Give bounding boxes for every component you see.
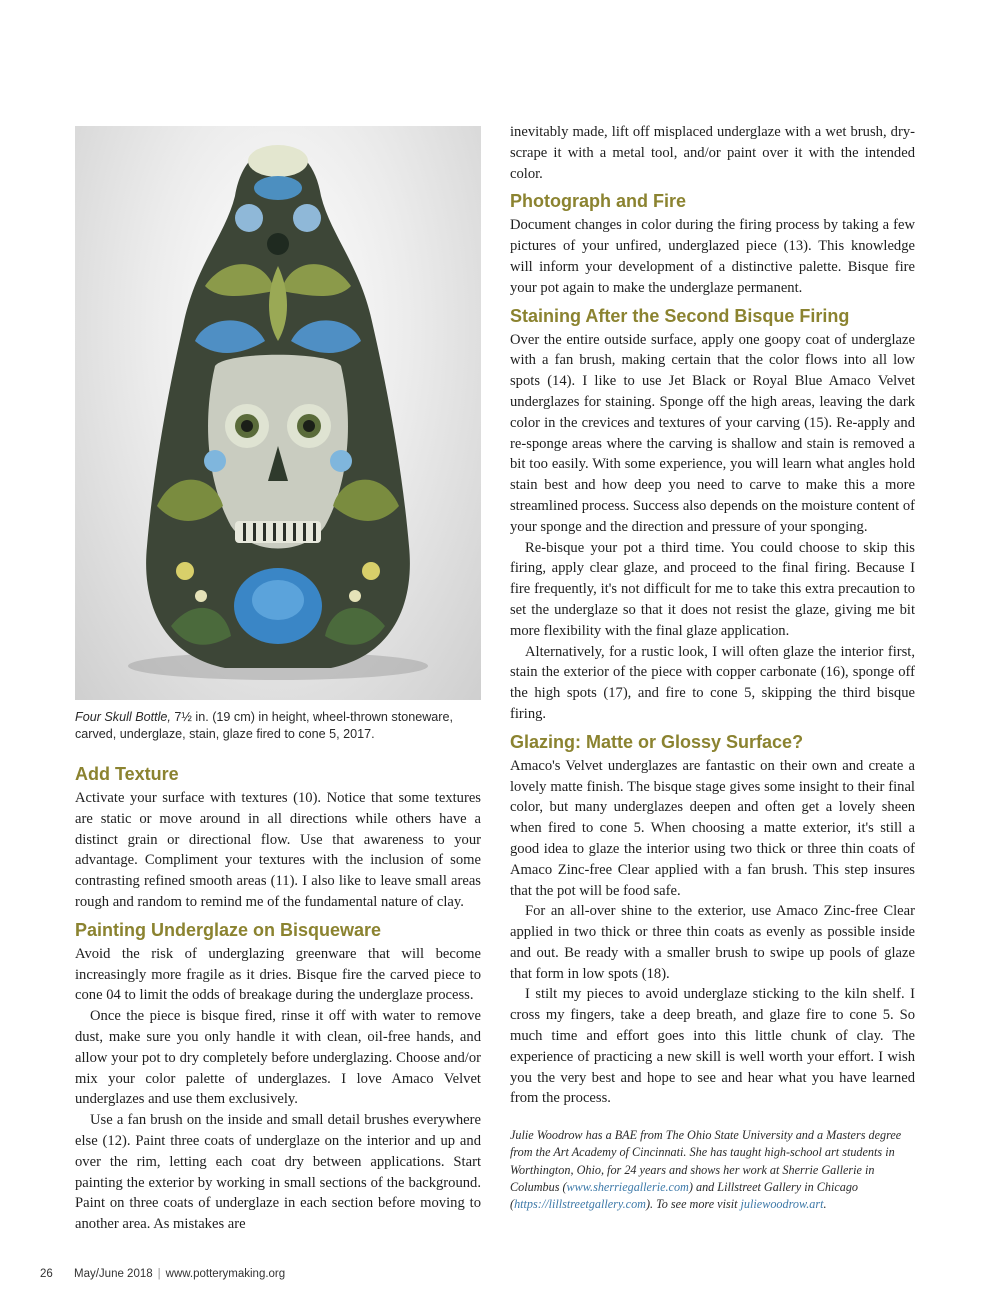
- bottle-photo: [75, 126, 481, 700]
- issue-date: May/June 2018: [74, 1268, 153, 1280]
- right-column: [510, 122, 915, 1213]
- heading-glazing: Glazing: Matte or Glossy Surface?: [510, 731, 804, 752]
- paragraph-glazing-3: I stilt my pieces to avoid underglaze sticking to the kiln shelf. I cross my fingers, take a deep breath, and glaze fire to cone 5. So much time and effort goes into this little chunk of clay. The experience of practicing a new skill is well worth your effort. I wish you the very best and hope to see and hear what you have learned from the process.: [510, 986, 915, 1107]
- page-footer: [40, 1268, 285, 1280]
- left-column: [75, 122, 481, 1235]
- footer-separator: |: [157, 1268, 161, 1280]
- paragraph-continued: inevitably made, lift off misplaced underglaze with a wet brush, dry-scrape it with a metal tool, and/or paint over it with the intended color.: [510, 124, 915, 182]
- heading-staining: Staining After the Second Bisque Firing: [510, 305, 850, 326]
- paragraph-photograph: Document changes in color during the firing process by taking a few pictures of your unfired, underglazed piece (13). This knowledge will inform your development of a distinctive palette. Bisque fire your pot again to make the underglaze permanent.: [510, 217, 915, 296]
- paragraph-glazing-1: Amaco's Velvet underglazes are fantastic on their own and create a lovely matte finish. The bisque stage gives some insight to their final color, but many underglazes deepen and often get a lovely sheen when fired to cone 5. When choosing a matte exterior, it's still a good idea to glaze the interior using two thick or three thin coats of Amaco Zinc-free Clear applied with a fan brush. This step insures that the pot will be food safe.: [510, 757, 915, 899]
- caption-title: Four Skull Bottle,: [75, 710, 171, 724]
- photo-caption: [75, 709, 481, 742]
- paragraph-painting-2: Once the piece is bisque fired, rinse it off with water to remove dust, make sure you only handle it with clean, oil-free hands, and allow your pot to dry completely before underglazing. Choose and/or mix your color palette of underglazes. I love Amaco Velvet underglazes and use them exclusively.: [75, 1008, 481, 1108]
- paragraph-glazing-2: For an all-over shine to the exterior, use Amaco Zinc-free Clear applied in two thick or three thin coats as evenly as possible inside and out. Be ready with a smaller brush to swipe up pools of glaze that form in low spots (18).: [510, 903, 915, 982]
- footer-website[interactable]: www.potterymaking.org: [165, 1268, 286, 1280]
- paragraph-painting-3: Use a fan brush on the inside and small detail brushes everywhere else (12). Paint three coats of underglaze on the interior and up and over the rim, letting each coat dry between applications. Start painting the exterior by working in small sections of the background. Paint on three coats of underglaze in each section before moving to another area. As mistakes are: [75, 1112, 481, 1233]
- bio-text-3: ). To see more visit: [645, 1197, 741, 1212]
- page-number: 26: [40, 1268, 53, 1280]
- paragraph-texture: Activate your surface with textures (10). Notice that some textures are static or move around in all directions while others have a distinct grain or directional flow. Use that awareness to your advantage. Compliment your textures with the inclusion of some contrasting refined smooth areas (11). I also like to leave small areas rough and random to remind me of the fundamental nature of clay.: [75, 790, 481, 910]
- heading-add-texture: Add Texture: [75, 764, 179, 784]
- paragraph-staining-2: Re-bisque your pot a third time. You could choose to skip this firing, apply clear glaze, and proceed to the final firing. Because I fire frequently, it's not difficult for me to take this extra precaution to set the underglaze so that it does not resist the glaze, giving me bit more flexibility with the final glaze application.: [510, 539, 915, 639]
- caption-text: 7½ in. (19 cm) in height, wheel-thrown stoneware, carved, underglaze, stain, glaze fired to cone 5, 2017.: [75, 710, 454, 741]
- link-sherrie-gallerie[interactable]: www.sherriegallerie.com: [566, 1179, 689, 1194]
- heading-painting-underglaze: Painting Underglaze on Bisqueware: [75, 919, 382, 940]
- heading-photograph-fire: Photograph and Fire: [510, 191, 687, 212]
- skull-bottle-illustration: [75, 126, 481, 700]
- link-author-site[interactable]: juliewoodrow.art: [740, 1197, 824, 1212]
- paragraph-staining-1: Over the entire outside surface, apply one goopy coat of underglaze with a fan brush, making certain that the color flows into all low spots (14). I like to use Jet Black or Royal Blue Amaco Velvet underglazes for staining. Sponge off the high areas, leaving the dark color in the crevices and textures of your carving (15). Re-apply and re-sponge areas where the carving is shallow and stain is removed a bit too easily. With some experience, you will learn what angles hold stain best and how deep you need to carve to make this a more streamlined process. Success also depends on the moisture content of your sponge and the direction and pressure of your sponging.: [510, 331, 915, 535]
- link-lillstreet-gallery[interactable]: https://lillstreetgallery.com: [514, 1197, 646, 1212]
- paragraph-staining-3: Alternatively, for a rustic look, I will often glaze the interior first, stain the exterior of the piece with copper carbonate (16), sponge off the high spots (17), and fire to cone 5, skipping the third bisque firing.: [510, 643, 915, 722]
- bio-text-4: .: [823, 1197, 827, 1212]
- bio-text-2: ) and Lillstreet Gallery in Chicago (: [510, 1179, 859, 1212]
- bio-text-1: Julie Woodrow has a BAE from The Ohio State University and a Masters degree from the Art Academy of Cincinnati. She has taught high-school art students in Worthington, Ohio, for 24 years and shows her work at Sherrie Gallerie in Columbus (: [510, 1128, 902, 1194]
- paragraph-painting-1: Avoid the risk of underglazing greenware that will become increasingly more fragile as it dries. Bisque fire the carved piece to cone 04 to limit the odds of breakage during the underglaze process.: [75, 945, 481, 1004]
- author-bio: [510, 1127, 915, 1213]
